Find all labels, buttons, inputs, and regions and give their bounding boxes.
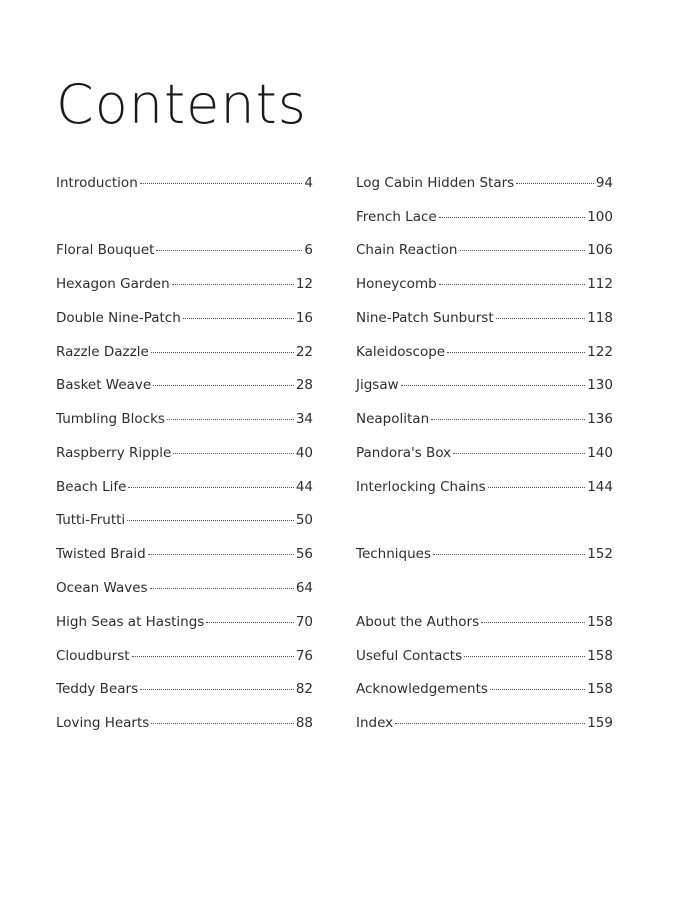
toc-entry-page: 44 (295, 479, 313, 495)
toc-entry-page: 40 (295, 445, 313, 461)
dot-leader (453, 452, 585, 454)
toc-entry[interactable] (356, 472, 613, 502)
toc-entry-title: Log Cabin Hidden Stars (356, 175, 515, 191)
dot-leader (206, 621, 294, 623)
dot-leader (490, 688, 585, 690)
toc-entry-title: Raspberry Ripple (56, 445, 172, 461)
dot-leader (128, 486, 293, 488)
dot-leader (172, 283, 294, 285)
toc-entry[interactable] (56, 641, 313, 671)
toc-entry-page: 64 (295, 580, 313, 596)
toc-entry-title: Useful Contacts (356, 648, 463, 664)
dot-leader (496, 317, 586, 319)
page-title: Contents (56, 73, 307, 136)
toc-entry-title: Neapolitan (356, 411, 430, 427)
toc-entry-page: 158 (587, 614, 613, 630)
toc-entry-title: Floral Bouquet (56, 242, 155, 258)
dot-leader (439, 216, 586, 218)
toc-entry[interactable] (56, 438, 313, 468)
dot-leader (460, 249, 586, 251)
toc-entry[interactable] (356, 539, 613, 569)
toc-entry-title: Honeycomb (356, 276, 437, 292)
dot-leader (183, 317, 294, 319)
toc-entry-page: 34 (295, 411, 313, 427)
toc-entry-title: Interlocking Chains (356, 479, 486, 495)
toc-entry-title: Double Nine-Patch (56, 310, 181, 326)
toc-entry-title: Kaleidoscope (356, 344, 446, 360)
toc-entry[interactable] (356, 641, 613, 671)
toc-entry-page: 70 (295, 614, 313, 630)
toc-entry[interactable] (356, 370, 613, 400)
toc-entry[interactable] (56, 404, 313, 434)
toc-entry-page: 6 (304, 242, 313, 258)
toc-entry-page: 12 (295, 276, 313, 292)
dot-leader (153, 384, 294, 386)
dot-leader (140, 688, 294, 690)
toc-entry[interactable] (356, 202, 613, 232)
dot-leader (447, 351, 585, 353)
dot-leader (488, 486, 586, 488)
toc-entry-page: 50 (295, 512, 313, 528)
toc-entry-title: About the Authors (356, 614, 480, 630)
dot-leader (148, 553, 294, 555)
toc-entry[interactable] (356, 303, 613, 333)
toc-entry-page: 88 (295, 715, 313, 731)
toc-entry-page: 136 (587, 411, 613, 427)
toc-entry-page: 140 (587, 445, 613, 461)
toc-entry[interactable] (56, 505, 313, 535)
dot-leader (151, 722, 294, 724)
toc-entry-page: 130 (587, 377, 613, 393)
toc-entry-title: French Lace (356, 209, 437, 225)
toc-entry-title: Introduction (56, 175, 138, 191)
toc-entry-title: Basket Weave (56, 377, 152, 393)
toc-entry-page: 158 (587, 681, 613, 697)
toc-entry[interactable] (356, 168, 613, 198)
toc-entry-title: Beach Life (56, 479, 127, 495)
toc-entry-page: 22 (295, 344, 313, 360)
dot-leader (481, 621, 585, 623)
dot-leader (151, 351, 294, 353)
dot-leader (433, 553, 585, 555)
toc-entry-title: Chain Reaction (356, 242, 458, 258)
toc-entry[interactable] (56, 708, 313, 738)
dot-leader (516, 182, 594, 184)
toc-entry[interactable] (356, 337, 613, 367)
toc-entry-title: Teddy Bears (56, 681, 139, 697)
toc-entry-page: 159 (587, 715, 613, 731)
toc-entry-title: Ocean Waves (56, 580, 148, 596)
toc-entry[interactable] (56, 303, 313, 333)
toc-entry-title: Razzle Dazzle (56, 344, 149, 360)
toc-entry[interactable] (56, 539, 313, 569)
toc-entry[interactable] (356, 269, 613, 299)
toc-entry-title: Hexagon Garden (56, 276, 170, 292)
dot-leader (439, 283, 586, 285)
toc-entry-page: 118 (587, 310, 613, 326)
toc-entry[interactable] (56, 607, 313, 637)
toc-entry-title: Jigsaw (356, 377, 399, 393)
toc-entry-page: 112 (587, 276, 613, 292)
toc-entry[interactable] (356, 438, 613, 468)
toc-entry[interactable] (56, 573, 313, 603)
toc-entry[interactable] (356, 404, 613, 434)
dot-leader (127, 519, 294, 521)
toc-entry-title: Nine-Patch Sunburst (356, 310, 494, 326)
toc-entry[interactable] (56, 370, 313, 400)
toc-entry-title: Tumbling Blocks (56, 411, 165, 427)
toc-entry-page: 76 (295, 648, 313, 664)
toc-entry[interactable] (356, 674, 613, 704)
dot-leader (150, 587, 294, 589)
dot-leader (431, 418, 585, 420)
toc-entry-title: Cloudburst (56, 648, 130, 664)
toc-entry[interactable] (56, 168, 313, 198)
toc-entry-page: 94 (595, 175, 613, 191)
dot-leader (140, 182, 303, 184)
toc-entry-page: 16 (295, 310, 313, 326)
toc-entry-title: Index (356, 715, 394, 731)
toc-entry-page: 28 (295, 377, 313, 393)
toc-entry[interactable] (56, 269, 313, 299)
toc-entry[interactable] (56, 337, 313, 367)
toc-entry-page: 122 (587, 344, 613, 360)
toc-entry-page: 56 (295, 546, 313, 562)
dot-leader (156, 249, 302, 251)
dot-leader (132, 655, 294, 657)
toc-entry-title: Acknowledgements (356, 681, 488, 697)
toc-entry-title: Pandora's Box (356, 445, 452, 461)
toc-entry-page: 158 (587, 648, 613, 664)
dot-leader (395, 722, 585, 724)
toc-entry[interactable] (356, 607, 613, 637)
toc-entry[interactable] (356, 235, 613, 265)
dot-leader (401, 384, 586, 386)
toc-entry[interactable] (56, 235, 313, 265)
toc-entry-page: 144 (587, 479, 613, 495)
dot-leader (464, 655, 585, 657)
toc-entry-page: 100 (587, 209, 613, 225)
toc-entry-page: 106 (587, 242, 613, 258)
toc-entry-title: High Seas at Hastings (56, 614, 205, 630)
dot-leader (173, 452, 294, 454)
toc-entry-title: Techniques (356, 546, 432, 562)
toc-entry-page: 82 (295, 681, 313, 697)
toc-entry-page: 4 (304, 175, 313, 191)
toc-entry[interactable] (356, 708, 613, 738)
toc-entry[interactable] (56, 674, 313, 704)
toc-entry-title: Loving Hearts (56, 715, 150, 731)
toc-entry-title: Twisted Braid (56, 546, 146, 562)
dot-leader (167, 418, 294, 420)
toc-entry[interactable] (56, 472, 313, 502)
toc-entry-title: Tutti-Frutti (56, 512, 126, 528)
toc-entry-page: 152 (587, 546, 613, 562)
